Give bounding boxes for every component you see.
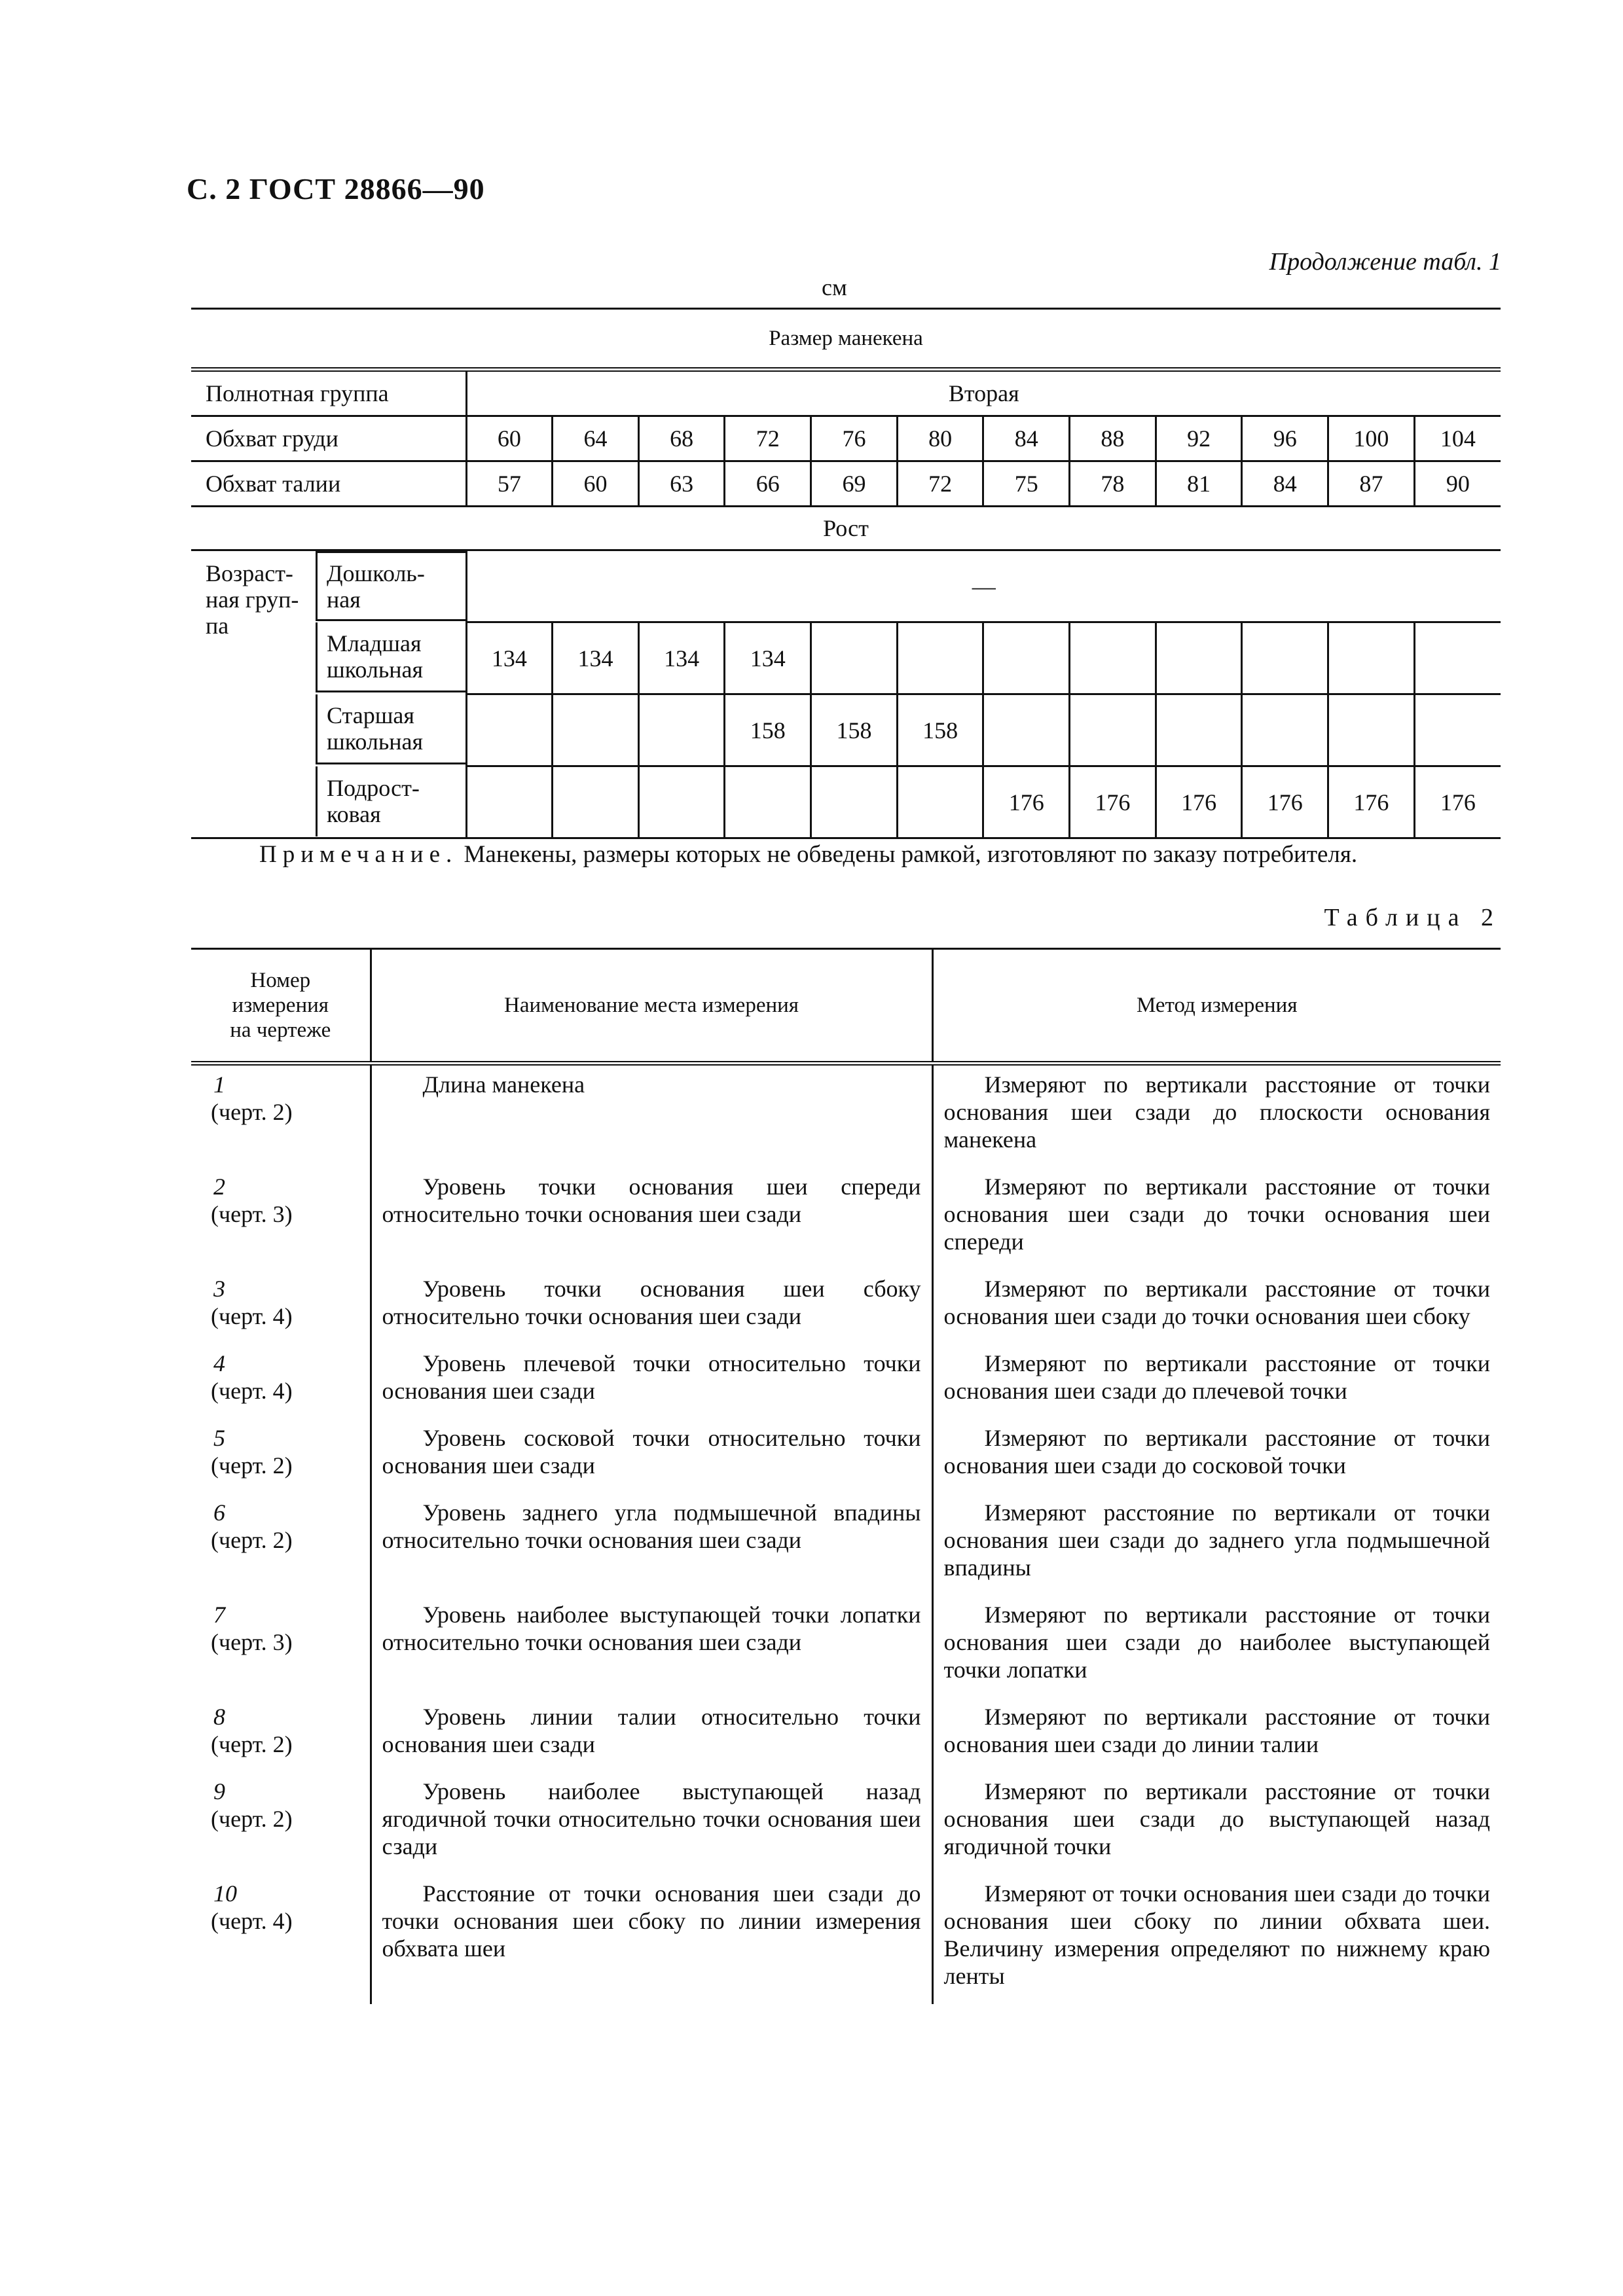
measurement-method: Измеряют по вертикали расстояние от точки основания шеи сзади до плечевой точки	[932, 1344, 1501, 1419]
measurement-method: Измеряют по вертикали расстояние от точки основания шеи сзади до наиболее выступающей точки лопатки	[932, 1596, 1501, 1698]
age-sub-text: Старшая школьная	[327, 702, 424, 755]
age-height-value: 176	[1070, 766, 1156, 838]
measurement-number: 10	[213, 1880, 237, 1907]
age-height-value	[466, 694, 553, 766]
measurement-number-cell	[191, 1874, 371, 2004]
chest-value: 80	[897, 416, 983, 461]
age-height-value	[553, 766, 639, 838]
age-sub-text: Подрост- ковая	[327, 775, 420, 827]
age-height-value: 176	[1414, 766, 1501, 838]
waist-value: 90	[1414, 461, 1501, 507]
measurement-number-cell	[191, 1494, 371, 1596]
measurement-place: Уровень заднего угла подмышечной впадины относительно точки основания шеи сзади	[371, 1494, 932, 1596]
continuation-label: Продолжение табл. 1	[1269, 248, 1501, 276]
age-label-cell	[191, 550, 466, 639]
measurement-method: Измеряют по вертикали расстояние от точки основания шеи сзади до сосковой точки	[932, 1419, 1501, 1494]
age-height-value: 176	[1242, 766, 1328, 838]
age-height-value	[1070, 622, 1156, 694]
age-height-value	[1156, 694, 1242, 766]
measurement-method: Измеряют по вертикали расстояние от точки основания шеи сзади до точки основания шеи спереди	[932, 1168, 1501, 1270]
measurement-number-cell	[191, 1419, 371, 1494]
age-height-value	[1414, 622, 1501, 694]
measurement-number: 2	[213, 1174, 225, 1200]
note-prefix: Примечание.	[259, 841, 458, 868]
measurement-row	[191, 1064, 1501, 1168]
measurement-place: Уровень наиболее выступающей назад ягодичной точки относительно точки основания шеи сзади	[371, 1772, 932, 1874]
chest-value: 92	[1156, 416, 1242, 461]
age-height-value	[1414, 694, 1501, 766]
drawing-reference: (черт. 2)	[211, 1731, 293, 1757]
measurement-row	[191, 1874, 1501, 2004]
drawing-reference: (черт. 2)	[211, 1452, 293, 1479]
age-label-cell	[191, 622, 466, 694]
measurement-number: 5	[213, 1425, 225, 1451]
age-height-value: 176	[983, 766, 1070, 838]
waist-value: 75	[983, 461, 1070, 507]
measurement-method: Измеряют расстояние по вертикали от точки основания шеи сзади до заднего угла подмышечной впадины	[932, 1494, 1501, 1596]
measurement-method: Измеряют по вертикали расстояние от точки основания шеи сзади до точки основания шеи сбоку	[932, 1270, 1501, 1344]
note-text: Манекены, размеры которых не обведены рамкой, изготовляют по заказу потребителя.	[464, 841, 1358, 868]
full-group-label: Полнотная группа	[191, 370, 466, 416]
age-height-value	[983, 694, 1070, 766]
waist-value: 69	[811, 461, 898, 507]
measurement-row	[191, 1698, 1501, 1772]
measurement-row	[191, 1772, 1501, 1874]
age-height-value	[897, 622, 983, 694]
age-height-value	[1156, 622, 1242, 694]
page-header: С. 2 ГОСТ 28866—90	[187, 172, 485, 206]
age-row	[191, 694, 1501, 766]
height-label: Рост	[823, 515, 869, 541]
chest-value: 84	[983, 416, 1070, 461]
table2-title: Таблица 2	[1324, 904, 1501, 931]
measurement-number-cell	[191, 1596, 371, 1698]
age-height-value: 134	[553, 622, 639, 694]
measurement-method: Измеряют по вертикали расстояние от точки основания шеи сзади до линии талии	[932, 1698, 1501, 1772]
chest-value: 68	[638, 416, 725, 461]
age-height-value: 134	[725, 622, 811, 694]
measurement-row	[191, 1419, 1501, 1494]
age-group-spacer	[191, 622, 316, 692]
measurement-method: Измеряют от точки основания шеи сзади до точки основания шеи сбоку по линии обхвата шеи. Величину измерения определяют по нижнему краю ленты	[932, 1874, 1501, 2004]
chest-value: 76	[811, 416, 898, 461]
age-label-cell	[191, 694, 466, 766]
age-height-value	[553, 694, 639, 766]
age-group-spacer	[191, 694, 316, 764]
measurement-number-cell	[191, 1064, 371, 1168]
chest-label: Обхват груди	[191, 416, 466, 461]
measurement-row	[191, 1270, 1501, 1344]
age-row	[191, 622, 1501, 694]
age-height-value: 134	[466, 622, 553, 694]
chest-value: 88	[1070, 416, 1156, 461]
chest-value: 100	[1328, 416, 1415, 461]
measurement-number: 8	[213, 1704, 225, 1730]
measurement-number: 9	[213, 1778, 225, 1804]
table1-caption: Размер манекена	[191, 309, 1501, 370]
measurement-number-cell	[191, 1344, 371, 1419]
measurement-number: 3	[213, 1276, 225, 1302]
drawing-reference: (черт. 4)	[211, 1378, 293, 1404]
age-height-value	[811, 766, 898, 838]
measurement-place: Длина манекена	[371, 1064, 932, 1168]
age-height-value	[638, 766, 725, 838]
age-sub-text: Дошколь- ная	[327, 560, 425, 613]
age-label-cell	[191, 766, 466, 838]
waist-value: 72	[897, 461, 983, 507]
measurement-method: Измеряют по вертикали расстояние от точки основания шеи сзади до плоскости основания манекена	[932, 1064, 1501, 1168]
waist-value: 78	[1070, 461, 1156, 507]
drawing-reference: (черт. 2)	[211, 1099, 293, 1125]
chest-value: 72	[725, 416, 811, 461]
age-sub-box	[316, 622, 465, 692]
age-height-value	[983, 622, 1070, 694]
waist-value: 87	[1328, 461, 1415, 507]
measurement-place: Уровень сосковой точки относительно точки основания шеи сзади	[371, 1419, 932, 1494]
table1-note	[259, 840, 1357, 869]
measurement-place: Уровень наиболее выступающей точки лопатки относительно точки основания шеи сзади	[371, 1596, 932, 1698]
age-height-value: 158	[725, 694, 811, 766]
age-row	[191, 550, 1501, 622]
header-place: Наименование места измерения	[371, 949, 932, 1064]
age-height-value	[1242, 622, 1328, 694]
waist-value: 57	[466, 461, 553, 507]
age-row	[191, 766, 1501, 838]
chest-value: 60	[466, 416, 553, 461]
drawing-reference: (черт. 3)	[211, 1629, 293, 1655]
drawing-reference: (черт. 3)	[211, 1201, 293, 1227]
age-height-value	[897, 766, 983, 838]
measurement-place: Уровень точки основания шеи сбоку относительно точки основания шеи сзади	[371, 1270, 932, 1344]
age-height-value	[725, 766, 811, 838]
drawing-reference: (черт. 4)	[211, 1908, 293, 1934]
age-group-text: Возраст- ная груп- па	[206, 560, 299, 639]
waist-value: 84	[1242, 461, 1328, 507]
age-group-spacer	[191, 766, 316, 836]
age-height-value	[1328, 622, 1415, 694]
waist-value: 60	[553, 461, 639, 507]
chest-row	[191, 416, 1501, 461]
measurement-number: 6	[213, 1499, 225, 1526]
measurement-number-cell	[191, 1698, 371, 1772]
age-height-value: 176	[1156, 766, 1242, 838]
chest-value: 104	[1414, 416, 1501, 461]
age-sub-box	[316, 551, 465, 621]
age-height-value	[638, 694, 725, 766]
full-group-value: Вторая	[466, 370, 1501, 416]
drawing-reference: (черт. 4)	[211, 1303, 293, 1329]
measurement-number: 4	[213, 1350, 225, 1376]
age-height-value: 158	[897, 694, 983, 766]
waist-label: Обхват талии	[191, 461, 466, 507]
measurement-place: Уровень точки основания шеи спереди относительно точки основания шеи сзади	[371, 1168, 932, 1270]
age-height-value: 158	[811, 694, 898, 766]
header-method: Метод измерения	[932, 949, 1501, 1064]
drawing-reference: (черт. 2)	[211, 1527, 293, 1553]
header-number: Номер измерения на чертеже	[191, 949, 371, 1064]
measurement-place: Уровень плечевой точки относительно точки основания шеи сзади	[371, 1344, 932, 1419]
chest-value: 96	[1242, 416, 1328, 461]
measurement-row	[191, 1494, 1501, 1596]
waist-value: 63	[638, 461, 725, 507]
waist-value: 81	[1156, 461, 1242, 507]
age-sub-text: Младшая школьная	[327, 630, 424, 683]
measurement-place: Расстояние от точки основания шеи сзади до точки основания шеи сбоку по линии измерения обхвата шеи	[371, 1874, 932, 2004]
drawing-reference: (черт. 2)	[211, 1806, 293, 1832]
chest-value: 64	[553, 416, 639, 461]
waist-row	[191, 461, 1501, 507]
mannequin-size-table	[191, 308, 1501, 839]
age-height-value	[1242, 694, 1328, 766]
measurement-number-cell	[191, 1270, 371, 1344]
measurement-number: 7	[213, 1602, 225, 1628]
measurement-number-cell	[191, 1772, 371, 1874]
measurement-row	[191, 1344, 1501, 1419]
measurement-row	[191, 1596, 1501, 1698]
age-dash: —	[466, 550, 1501, 622]
age-height-value	[1328, 694, 1415, 766]
measurement-place: Уровень линии талии относительно точки основания шеи сзади	[371, 1698, 932, 1772]
age-sub-box	[316, 694, 465, 764]
age-height-value	[811, 622, 898, 694]
measurement-number-cell	[191, 1168, 371, 1270]
measurements-table	[191, 948, 1501, 2004]
measurement-method: Измеряют по вертикали расстояние от точки основания шеи сзади до выступающей назад ягодичной точки	[932, 1772, 1501, 1874]
measurement-row	[191, 1168, 1501, 1270]
unit-label: см	[822, 274, 847, 300]
age-height-value	[1070, 694, 1156, 766]
age-sub-box	[316, 766, 465, 836]
measurement-number: 1	[213, 1071, 225, 1098]
age-height-value	[466, 766, 553, 838]
waist-value: 66	[725, 461, 811, 507]
age-height-value: 176	[1328, 766, 1415, 838]
age-height-value: 134	[638, 622, 725, 694]
